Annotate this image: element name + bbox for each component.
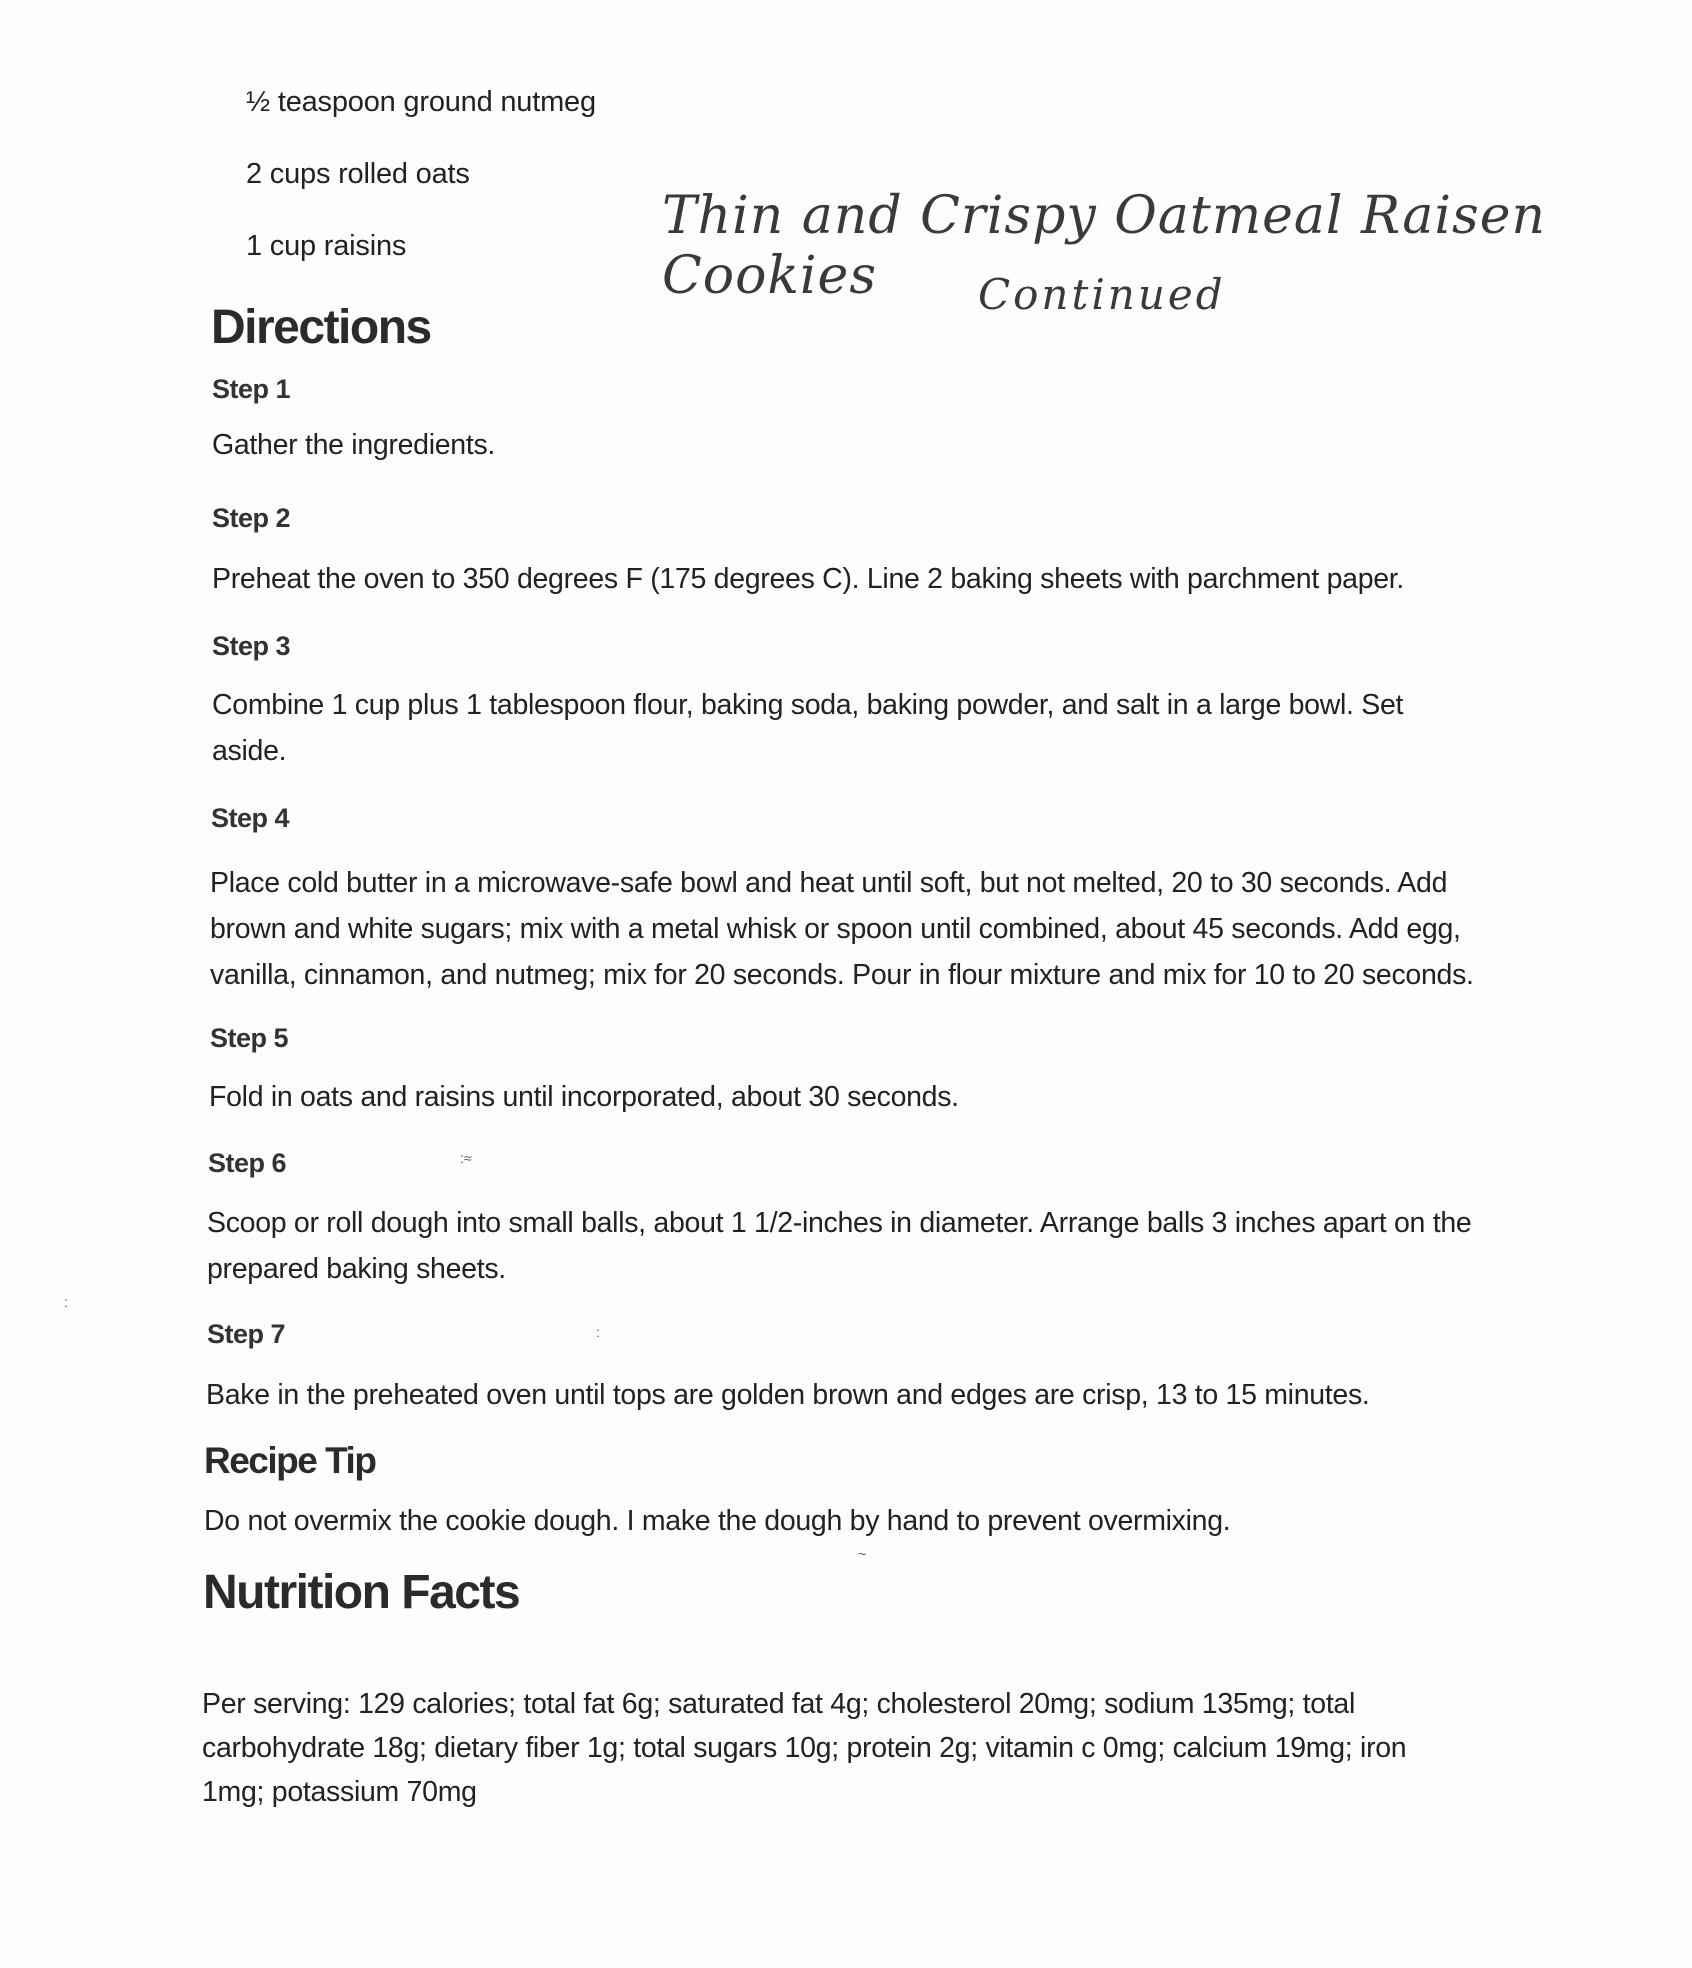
nutrition-heading: Nutrition Facts (203, 1566, 520, 1619)
step-label: Step 7 (207, 1319, 286, 1349)
ingredient-item: ½ teaspoon ground nutmeg (246, 86, 596, 118)
step-text: Preheat the oven to 350 degrees F (175 degrees C). Line 2 baking sheets with parchment paper. (212, 563, 1405, 595)
scan-speck: :≈ (460, 1150, 472, 1166)
recipe-tip-text: Do not overmix the cookie dough. I make the dough by hand to prevent overmixing. (204, 1505, 1231, 1537)
step-text: Bake in the preheated oven until tops are golden brown and edges are crisp, 13 to 15 minutes. (206, 1379, 1370, 1411)
step-label: Step 1 (212, 374, 291, 404)
ingredient-item: 2 cups rolled oats (246, 158, 470, 190)
directions-heading: Directions (211, 301, 431, 354)
step-label: Step 6 (208, 1148, 287, 1178)
step-text: Scoop or roll dough into small balls, about 1 1/2-inches in diameter. Arrange balls 3 inches apart on the prepared baking sheets. (207, 1207, 1472, 1285)
step-text: Place cold butter in a microwave-safe bowl and heat until soft, but not melted, 20 to 30 seconds. Add brown and white sugars; mix with a metal whisk or spoon until combined, about 45 seconds. Add egg, vanilla, cinnamon, and nutmeg; mix for 20 seconds. Pour in flour mixture and mix for 10 to 20 seconds. (210, 867, 1474, 991)
scan-speck: : (596, 1324, 600, 1340)
step-label: Step 4 (211, 803, 290, 833)
step-text: Gather the ingredients. (212, 429, 496, 461)
nutrition-text: Per serving: 129 calories; total fat 6g; saturated fat 4g; cholesterol 20mg; sodium 135mg; total carbohydrate 18g; dietary fiber 1g; total sugars 10g; protein 2g; vitamin c 0mg; calcium 19mg; iron 1mg; potassium 70mg (202, 1688, 1407, 1808)
scan-speck: : (64, 1294, 68, 1310)
handwritten-continued: Continued (978, 270, 1226, 319)
step-label: Step 5 (210, 1023, 289, 1053)
step-text: Combine 1 cup plus 1 tablespoon flour, baking soda, baking powder, and salt in a large bowl. Set aside. (212, 689, 1404, 767)
recipe-tip-heading: Recipe Tip (204, 1440, 376, 1481)
step-label: Step 3 (212, 631, 291, 661)
scan-speck: ~ (858, 1546, 867, 1562)
ingredient-item: 1 cup raisins (246, 230, 407, 262)
handwritten-title: Thin and Crispy Oatmeal Raisen Cookies (662, 186, 1546, 306)
step-text: Fold in oats and raisins until incorporated, about 30 seconds. (209, 1081, 959, 1113)
step-label: Step 2 (212, 503, 291, 533)
